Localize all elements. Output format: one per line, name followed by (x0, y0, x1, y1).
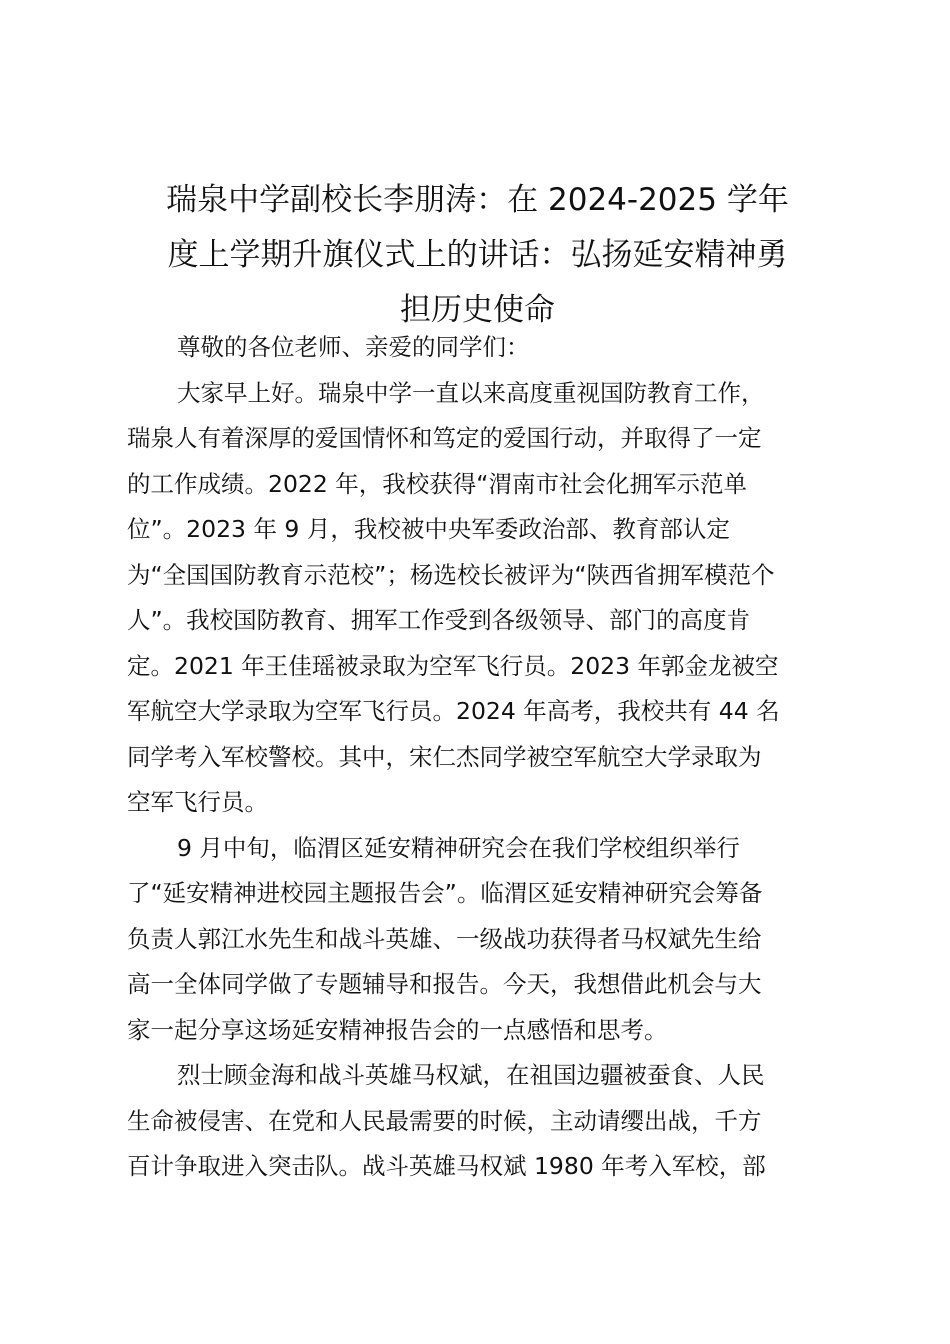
body-line: 百计争取进入突击队。战斗英雄马权斌 1980 年考入军校，部 (127, 1152, 766, 1180)
body-line: 大家早上好。瑞泉中学一直以来高度重视国防教育工作， (177, 378, 765, 407)
body-line: 生命被侵害、在党和人民最需要的时候，主动请缨出战，千方 (127, 1106, 762, 1135)
body-line: 瑞泉人有着深厚的爱国情怀和笃定的爱国行动，并取得了一定 (127, 424, 762, 452)
title-line: 担历史使命 (400, 292, 555, 328)
body-line: 为“全国国防教育示范校”；杨选校长被评为“陕西省拥军模范个 (127, 560, 775, 589)
body-line: 家一起分享这场延安精神报告会的一点感悟和思考。 (127, 1015, 668, 1044)
body-line: 9 月中旬，临渭区延安精神研究会在我们学校组织举行 (177, 833, 740, 862)
document-title (120, 173, 835, 338)
body-line: 同学考入军校警校。其中，宋仁杰同学被空军航空大学录取为 (127, 742, 762, 771)
body-line: 位”。2023 年 9 月，我校被中央军委政治部、教育部认定 (127, 515, 730, 543)
salutation-line: 尊敬的各位老师、亲爱的同学们： (177, 333, 530, 361)
speech-body (127, 325, 837, 1190)
body-line: 军航空大学录取为空军飞行员。2024 年高考，我校共有 44 名 (127, 697, 780, 725)
title-line: 度上学期升旗仪式上的讲话：弘扬延安精神勇 (167, 237, 788, 273)
body-line: 的工作成绩。2022 年，我校获得“渭南市社会化拥军示范单 (127, 469, 747, 498)
body-line: 定。2021 年王佳瑶被录取为空军飞行员。2023 年郭金龙被空 (127, 651, 779, 680)
body-line: 空军飞行员。 (127, 788, 268, 816)
title-line: 瑞泉中学副校长李朋涛：在 2024-2025 学年 (166, 182, 789, 218)
body-line: 高一全体同学做了专题辅导和报告。今天，我想借此机会与大 (127, 970, 762, 998)
body-line: 人”。我校国防教育、拥军工作受到各级领导、部门的高度肯 (127, 606, 751, 634)
body-line: 烈士顾金海和战斗英雄马权斌，在祖国边疆被蚕食、人民 (177, 1061, 765, 1089)
body-line: 负责人郭江水先生和战斗英雄、一级战功获得者马权斌先生给 (127, 924, 762, 953)
body-line: 了“延安精神进校园主题报告会”。临渭区延安精神研究会筹备 (127, 879, 763, 907)
